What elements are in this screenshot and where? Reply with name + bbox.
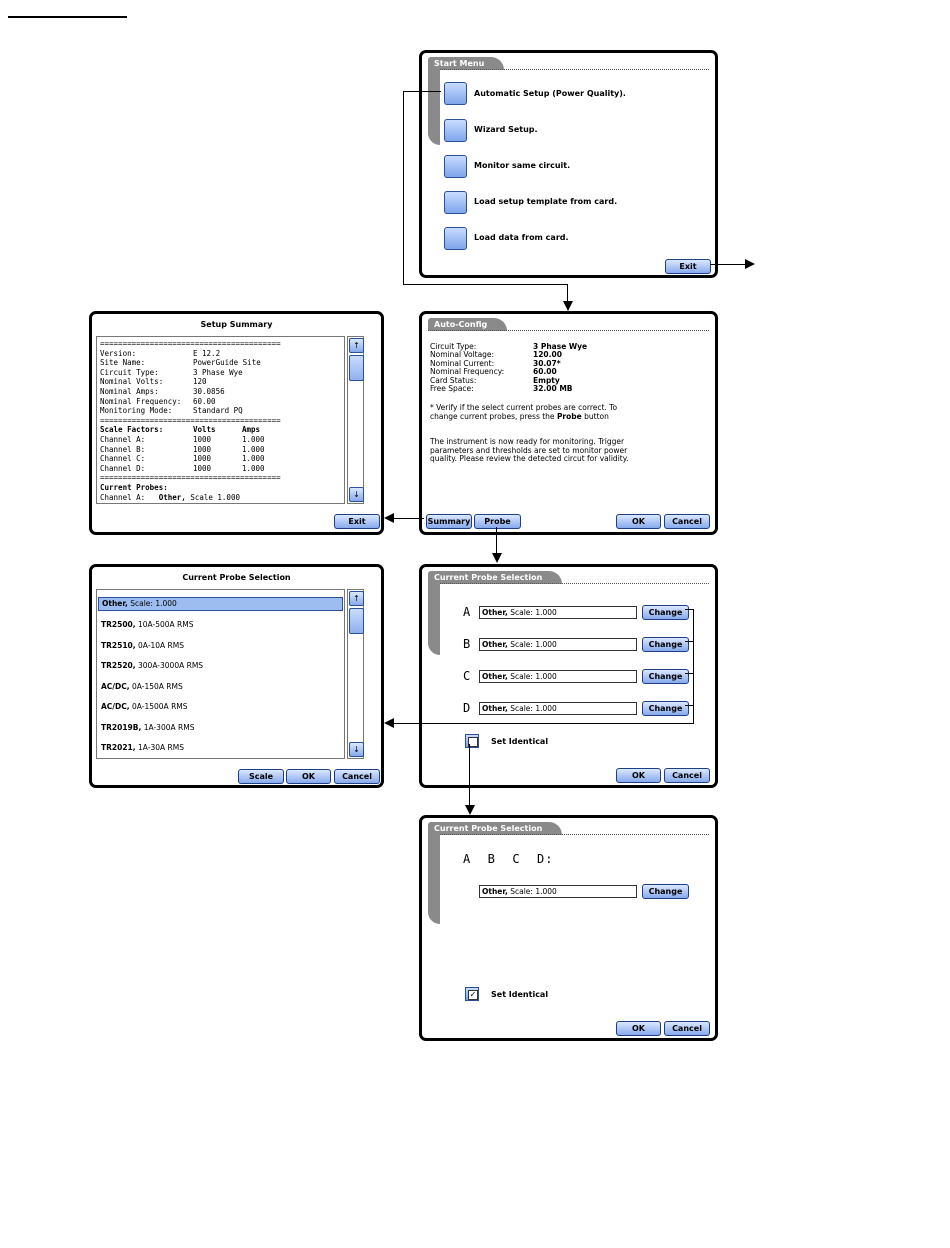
scroll-down-button[interactable]: ↓ [349,487,364,502]
list-cancel-button[interactable]: Cancel [334,769,380,784]
set-identical-checkbox-checked[interactable]: ✓ [465,987,479,1001]
summary-button[interactable]: Summary [426,514,472,529]
connector-line [394,723,694,724]
channel-d-change-button[interactable]: Change [642,701,689,716]
scroll-up-button[interactable]: ↑ [349,591,364,606]
automatic-setup-label: Automatic Setup (Power Quality). [474,89,626,98]
scale-button[interactable]: Scale [238,769,284,784]
setup-summary-title: Setup Summary [200,320,273,329]
channel-c-change-button[interactable]: Change [642,669,689,684]
connector-line [403,284,568,285]
start-menu-screen [419,50,718,278]
monitor-same-circuit-button[interactable] [444,155,467,178]
probe-listbox[interactable] [96,589,345,759]
scroll-thumb[interactable] [349,608,364,634]
wizard-setup-button[interactable] [444,119,467,142]
wizard-setup-label: Wizard Setup. [474,125,538,134]
channel-d-field: Other, Scale: 1.000 [479,702,637,715]
probe-ok-button[interactable]: OK [616,768,661,783]
monitor-same-circuit-label: Monitor same circuit. [474,161,571,170]
arrow-right-icon [745,259,755,269]
identical-cancel-button[interactable]: Cancel [664,1021,710,1036]
list-item[interactable]: TR2021, 1A-30A RMS [101,743,184,752]
list-item[interactable]: Other, Scale: 1.000 [98,597,343,611]
set-identical-checkbox[interactable] [465,734,479,748]
list-ok-button[interactable]: OK [286,769,331,784]
identical-ok-button[interactable]: OK [616,1021,661,1036]
probe-channels-screen [419,564,718,788]
connector-line [403,91,441,92]
channel-a-field: Other, Scale: 1.000 [479,606,637,619]
list-item[interactable]: AC/DC, 0A-1500A RMS [101,702,188,711]
setup-summary-screen [89,311,384,535]
channel-a-letter: A [463,605,471,619]
summary-textbox: ======================================== Version: E 12.2 Site Name: PowerGuide Site Circuit Type: 3 Phase Wye Nominal Volts: 120 Nominal Amps: 30.0856 Nominal Frequency: 60.00 Monitoring Mode: Standard PQ ======================================== Scale Factors: Volts Amps Channel A: 1000 1.000 Channel B: 1000 1.000 Channel C: 1000 1.000 Channel D: 1000 1.000 ======================================== Current Probes: Channel A: Other, Scale 1.000 [96,336,345,504]
verify-probes-note: * Verify if the select current probes are correct. To change current probes, press the Probe button [430,403,618,421]
connector-line [710,264,746,265]
arrow-left-icon [384,513,394,523]
auto-config-screen [419,311,718,535]
identical-probe-field: Other, Scale: 1.000 [479,885,637,898]
scroll-up-button[interactable]: ↑ [349,338,364,353]
probe-list-scrollbar[interactable] [347,589,364,759]
scroll-down-button[interactable]: ↓ [349,742,364,757]
channel-c-letter: C [463,669,471,683]
ready-message: The instrument is now ready for monitoring. Trigger parameters and thresholds are set to monitor power quality. Please review the detected circut for validity. [430,437,629,464]
load-data-button[interactable] [444,227,467,250]
scroll-thumb[interactable] [349,355,364,381]
list-item[interactable]: TR2500, 10A-500A RMS [101,620,194,629]
connector-line [394,518,424,519]
channel-b-field: Other, Scale: 1.000 [479,638,637,651]
list-item[interactable]: AC/DC, 0A-150A RMS [101,681,183,691]
identical-change-button[interactable]: Change [642,884,689,899]
exit-button[interactable]: Exit [665,259,711,274]
probe-cancel-button[interactable]: Cancel [664,768,710,783]
probe-list-title: Current Probe Selection [182,573,291,582]
list-item[interactable]: TR2019B, 1A-300A RMS [101,722,195,732]
load-data-label: Load data from card. [474,233,569,242]
probe-list-screen [89,564,384,788]
summary-exit-button[interactable]: Exit [334,514,380,529]
connector-line [567,284,568,302]
arrow-down-icon [563,301,573,311]
set-identical-label: Set Identical [491,737,549,746]
ok-button[interactable]: OK [616,514,661,529]
channel-a-change-button[interactable]: Change [642,605,689,620]
auto-config-tab: Auto-Config [428,318,507,331]
connector-line [403,91,404,285]
automatic-setup-button[interactable] [444,82,467,105]
summary-scrollbar[interactable] [347,336,364,504]
arrow-left-icon [384,718,394,728]
channel-c-field: Other, Scale: 1.000 [479,670,637,683]
abcd-header: A B C D: [463,852,554,866]
list-item[interactable]: TR2520, 300A-3000A RMS [101,661,204,670]
load-template-label: Load setup template from card. [474,197,618,206]
channel-d-letter: D [463,701,471,715]
connector-line [693,609,694,724]
probe-channels-tab: Current Probe Selection [428,571,562,584]
probe-identical-tab: Current Probe Selection [428,822,562,835]
start-menu-tab: Start Menu [428,57,504,70]
arrow-down-icon [492,553,502,563]
connector-line [469,744,470,806]
load-template-button[interactable] [444,191,467,214]
connector-line [496,527,497,554]
channel-b-change-button[interactable]: Change [642,637,689,652]
set-identical-label: Set Identical [491,990,549,999]
arrow-down-icon [465,805,475,815]
list-item[interactable]: TR2510, 0A-10A RMS [101,640,184,650]
header-rule [8,16,127,18]
probe-button[interactable]: Probe [474,514,521,529]
cancel-button[interactable]: Cancel [664,514,710,529]
channel-b-letter: B [463,637,471,651]
probe-identical-screen [419,815,718,1041]
auto-config-info: Circuit Type: 3 Phase Wye Nominal Voltage: 120.00 Nominal Current: 30.07* Nominal Frequency: 60.00 Card Status: Empty Free Space: 32.00 MB [430,342,588,393]
